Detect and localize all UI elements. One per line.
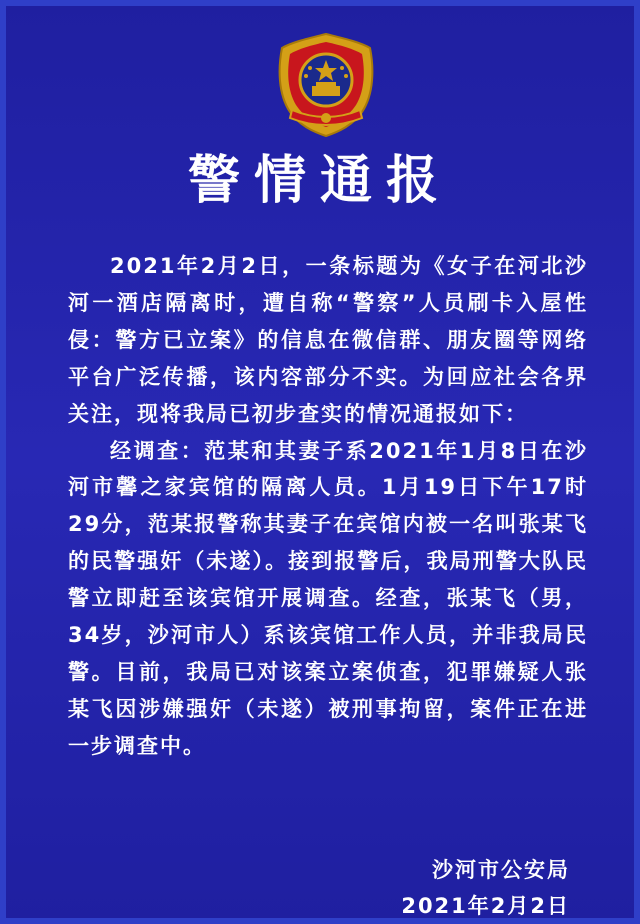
signature-org: 沙河市公安局 [432, 858, 570, 882]
notice-title: 警情通报 [187, 150, 452, 211]
paragraph-investigation: 经调查：范某和其妻子系2021年1月8日在沙河市馨之家宾馆的隔离人员。1月19日下午17时29分，范某报警称其妻子在宾馆内被一名叫张某飞的民警强奸（未遂）。接到报警后，我局刑警大队民警立即赶至该宾馆开展调查。经查，张某飞（男，34岁，沙河市人）系该宾馆工作人员，并非我局民警。目前，我局已对该案立案侦查，犯罪嫌疑人张某飞因涉嫌强奸（未遂）被刑事拘留，案件正在进一步调查中。 [68, 438, 588, 758]
signature-block [401, 852, 570, 924]
notice-body [68, 248, 588, 765]
signature-date: 2021年2月2日 [401, 894, 570, 918]
paragraph-intro: 2021年2月2日，一条标题为《女子在河北沙河一酒店隔离时，遭自称“警察”人员刷卡入屋性侵：警方已立案》的信息在微信群、朋友圈等网络平台广泛传播，该内容部分不实。为回应社会各界关注，现将我局已初步查实的情况通报如下： [68, 254, 588, 426]
police-emblem-icon [270, 28, 382, 140]
